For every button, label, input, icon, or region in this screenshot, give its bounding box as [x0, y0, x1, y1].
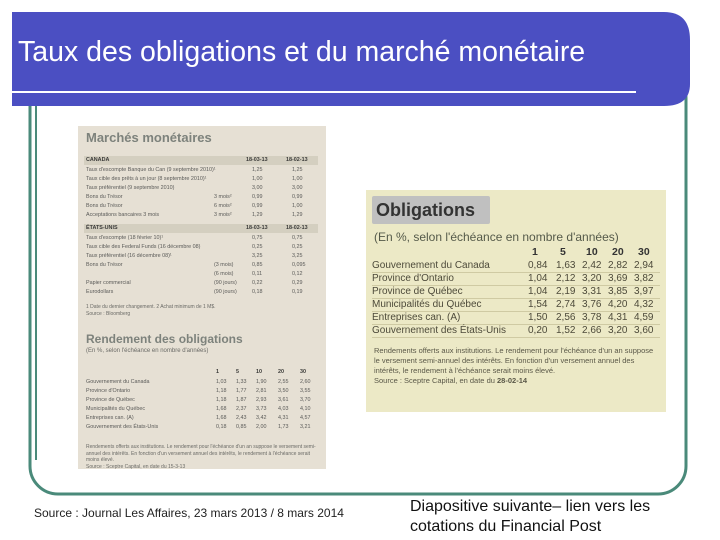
row-value-1: 0,99	[252, 203, 263, 209]
cell-value: 3,20	[608, 325, 628, 336]
canada-label: CANADA	[86, 157, 110, 163]
row-label: Province de Québec	[372, 286, 463, 297]
table-row	[86, 396, 314, 404]
table-row	[372, 325, 660, 338]
cell-value: 0,18	[216, 424, 227, 430]
row-value-1: 0,75	[252, 235, 263, 241]
obligations-source-date: 28-02-14	[497, 376, 528, 385]
row-value-1: 1,29	[252, 212, 263, 218]
column-header: 10	[256, 369, 262, 375]
row-value-2: 1,00	[292, 176, 303, 182]
canada-date-1: 18-03-13	[246, 157, 268, 163]
table-row	[86, 414, 314, 422]
table-row	[86, 279, 314, 287]
cell-value: 3,76	[582, 299, 602, 310]
row-value-2: 3,25	[292, 253, 303, 259]
row-value-2: 0,99	[292, 194, 303, 200]
table-row	[86, 261, 314, 269]
row-label: Taux préférentiel (9 septembre 2010)	[86, 185, 175, 191]
row-label: Province d'Ontario	[372, 273, 454, 284]
row-label: Taux d'escompte (18 février 10)¹	[86, 235, 164, 241]
row-term: (90 jours)	[214, 280, 237, 286]
cell-value: 3,42	[256, 415, 267, 421]
row-term: (3 mois)	[214, 262, 234, 268]
row-value-1: 0,99	[252, 194, 263, 200]
cell-value: 4,20	[608, 299, 628, 310]
row-label: Gouvernement du Canada	[372, 260, 490, 271]
table-row	[86, 166, 314, 174]
cell-value: 2,43	[236, 415, 247, 421]
cell-value: 1,54	[528, 299, 548, 310]
row-label: Province de Québec	[86, 397, 135, 403]
obligations-source	[374, 376, 660, 386]
table-row	[372, 260, 660, 273]
next-slide-link[interactable]: Diapositive suivante– lien vers les cotations du Financial Post	[410, 498, 651, 535]
obligations-title: Obligations	[372, 196, 490, 224]
row-label: Gouvernement du Canada	[86, 379, 150, 385]
row-term: 6 mois²	[214, 203, 232, 209]
cell-value: 4,03	[278, 406, 289, 412]
table-row	[86, 202, 314, 210]
cell-value: 1,50	[528, 312, 548, 323]
cell-value: 2,94	[634, 260, 654, 271]
cell-value: 3,31	[582, 286, 602, 297]
marches-footnote-1: 1 Date du dernier changement. 2 Achat minimum de 1 M$.	[86, 304, 216, 310]
row-label: Province d'Ontario	[86, 388, 131, 394]
cell-value: 2,56	[556, 312, 576, 323]
cell-value: 4,32	[634, 299, 654, 310]
cell-value: 2,66	[582, 325, 602, 336]
table-row	[372, 286, 660, 299]
cell-value: 4,10	[300, 406, 311, 412]
row-label: Taux cible des prêts à un jour (8 septembre 2010)¹	[86, 176, 207, 182]
cell-value: 4,59	[634, 312, 654, 323]
row-value-1: 0,22	[252, 280, 263, 286]
table-row	[86, 184, 314, 192]
cell-value: 2,19	[556, 286, 576, 297]
row-value-2: 0,75	[292, 235, 303, 241]
cell-value: 1,18	[216, 388, 227, 394]
column-header: 20	[278, 369, 284, 375]
rendement-headers	[86, 368, 314, 376]
row-value-1: 1,00	[252, 176, 263, 182]
obligations-source-label: Source : Sceptre Capital, en date du	[374, 376, 495, 385]
row-label: Gouvernement des États-Unis	[372, 325, 506, 336]
column-header: 5	[236, 369, 239, 375]
obligations-headers	[366, 246, 666, 260]
row-label: Bons du Trésor	[86, 203, 123, 209]
table-row	[86, 243, 314, 251]
obligations-subtitle: (En %, selon l'échéance en nombre d'années)	[374, 230, 619, 244]
cell-value: 2,82	[608, 260, 628, 271]
table-row	[86, 211, 314, 219]
row-value-1: 0,18	[252, 289, 263, 295]
cell-value: 2,55	[278, 379, 289, 385]
source-caption: Source : Journal Les Affaires, 23 mars 2013 / 8 mars 2014	[34, 506, 344, 520]
cell-value: 1,73	[278, 424, 289, 430]
cell-value: 3,55	[300, 388, 311, 394]
obligations-clipping	[366, 190, 666, 412]
column-header: 30	[638, 246, 650, 258]
rendement-subtitle: (En %, selon l'échéance en nombre d'années)	[86, 348, 209, 354]
usa-header	[86, 224, 314, 232]
cell-value: 2,60	[300, 379, 311, 385]
cell-value: 3,97	[634, 286, 654, 297]
cell-value: 3,78	[582, 312, 602, 323]
cell-value: 1,18	[216, 397, 227, 403]
table-row	[372, 312, 660, 325]
row-value-2: 0,25	[292, 244, 303, 250]
cell-value: 4,31	[278, 415, 289, 421]
row-term: (90 jours)	[214, 289, 237, 295]
row-value-1: 3,00	[252, 185, 263, 191]
cell-value: 1,77	[236, 388, 247, 394]
cell-value: 1,33	[236, 379, 247, 385]
row-label: Gouvernement des États-Unis	[86, 424, 159, 430]
cell-value: 2,74	[556, 299, 576, 310]
row-value-2: 0,12	[292, 271, 303, 277]
table-row	[86, 234, 314, 242]
column-header: 5	[560, 246, 566, 258]
cell-value: 0,85	[236, 424, 247, 430]
table-row	[86, 378, 314, 386]
cell-value: 2,42	[582, 260, 602, 271]
row-label: Taux préférentiel (16 décembre 08)¹	[86, 253, 172, 259]
cell-value: 3,82	[634, 273, 654, 284]
cell-value: 4,31	[608, 312, 628, 323]
column-header: 10	[586, 246, 598, 258]
cell-value: 0,84	[528, 260, 548, 271]
row-label: Acceptations bancaires 3 mois	[86, 212, 160, 218]
cell-value: 1,87	[236, 397, 247, 403]
rendement-note: Rendements offerts aux institutions. Le rendement pour l'échéance d'un an suppose le versement semi-annuel des intérêts. En fonction d'un versement annuel des intérêts, le rendement à l'échéance serait moins élevé.	[86, 444, 316, 463]
cell-value: 3,50	[278, 388, 289, 394]
cell-value: 3,21	[300, 424, 311, 430]
cell-value: 1,90	[256, 379, 267, 385]
row-value-2: 0,19	[292, 289, 303, 295]
table-row	[86, 387, 314, 395]
cell-value: 1,68	[216, 406, 227, 412]
row-value-2: 0,29	[292, 280, 303, 286]
row-label: Taux d'escompte Banque du Can (9 septembre 2010)¹	[86, 167, 216, 173]
cell-value: 3,85	[608, 286, 628, 297]
usa-label: ÉTATS-UNIS	[86, 225, 118, 231]
marches-monetaires-clipping	[78, 126, 326, 469]
row-term: 3 mois²	[214, 212, 232, 218]
cell-value: 1,52	[556, 325, 576, 336]
row-label: Taux cible des Federal Funds (16 décembre 08)	[86, 244, 201, 250]
row-value-2: 1,00	[292, 203, 303, 209]
row-label: Municipalités du Québec	[86, 406, 146, 412]
row-value-2: 0,095	[292, 262, 306, 268]
cell-value: 1,63	[556, 260, 576, 271]
cell-value: 3,61	[278, 397, 289, 403]
cell-value: 0,20	[528, 325, 548, 336]
cell-value: 3,70	[300, 397, 311, 403]
row-label: Bons du Trésor	[86, 194, 123, 200]
row-value-1: 0,11	[252, 271, 263, 277]
canada-header	[86, 156, 314, 164]
rendement-title: Rendement des obligations	[86, 332, 243, 346]
cell-value: 2,00	[256, 424, 267, 430]
table-row	[86, 405, 314, 413]
cell-value: 1,04	[528, 286, 548, 297]
cell-value: 3,60	[634, 325, 654, 336]
row-label: Entreprises can. (A)	[86, 415, 134, 421]
cell-value: 2,93	[256, 397, 267, 403]
row-label: Bons du Trésor	[86, 262, 123, 268]
rendement-source: Source : Sceptre Capital, en date du 15-3-13	[86, 464, 186, 469]
column-header: 1	[216, 369, 219, 375]
usa-date-1: 18-03-13	[246, 225, 268, 231]
column-header: 1	[532, 246, 538, 258]
cell-value: 3,20	[582, 273, 602, 284]
row-value-1: 3,25	[252, 253, 263, 259]
cell-value: 3,73	[256, 406, 267, 412]
table-row	[86, 175, 314, 183]
table-row	[372, 273, 660, 286]
marches-title: Marchés monétaires	[86, 130, 212, 145]
obligations-note: Rendements offerts aux institutions. Le rendement pour l'échéance d'un an suppose le versement semi-annuel des intérêts. En fonction d'un versement annuel des intérêts, le rendement à l'échéance serait moins élevé.	[374, 346, 654, 375]
table-row	[86, 423, 314, 431]
cell-value: 2,37	[236, 406, 247, 412]
table-row	[86, 288, 314, 296]
cell-value: 3,69	[608, 273, 628, 284]
row-value-2: 1,25	[292, 167, 303, 173]
row-label: Entreprises can. (A)	[372, 312, 461, 323]
row-value-1: 0,85	[252, 262, 263, 268]
table-row	[372, 299, 660, 312]
column-header: 30	[300, 369, 306, 375]
table-row	[86, 193, 314, 201]
row-label: Papier commercial	[86, 280, 131, 286]
table-row	[86, 252, 314, 260]
table-row	[86, 270, 314, 278]
canada-date-2: 18-02-13	[286, 157, 308, 163]
row-term: (6 mois)	[214, 271, 234, 277]
cell-value: 1,03	[216, 379, 227, 385]
row-term: 3 mois²	[214, 194, 232, 200]
row-label: Municipalités du Québec	[372, 299, 482, 310]
cell-value: 1,68	[216, 415, 227, 421]
cell-value: 2,12	[556, 273, 576, 284]
row-value-1: 0,25	[252, 244, 263, 250]
row-value-2: 1,29	[292, 212, 303, 218]
slide-title: Taux des obligations et du marché monétaire	[18, 36, 586, 68]
column-header: 20	[612, 246, 624, 258]
cell-value: 1,04	[528, 273, 548, 284]
row-label: Eurodollars	[86, 289, 114, 295]
cell-value: 4,57	[300, 415, 311, 421]
row-value-2: 3,00	[292, 185, 303, 191]
cell-value: 2,81	[256, 388, 267, 394]
usa-date-2: 18-02-13	[286, 225, 308, 231]
marches-footnote-2: Source : Bloomberg	[86, 311, 131, 317]
row-value-1: 1,25	[252, 167, 263, 173]
